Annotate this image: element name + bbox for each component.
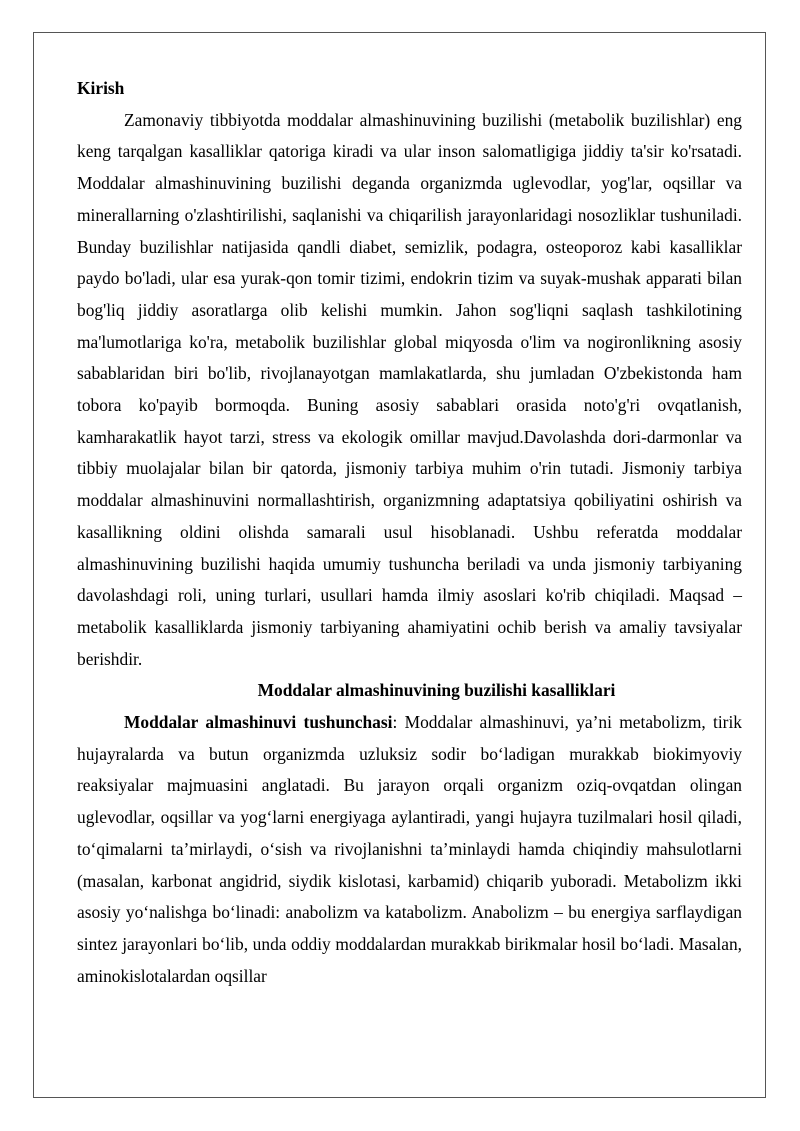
concept-colon: : [392,712,398,733]
concept-text: Moddalar almashinuvi, ya’ni metabolizm, tirik hujayralarda va butun organizmda uzluksiz sodir bo‘ladigan murakkab biokimyoviy reaksiyalar majmuasini anglatadi. Bu jarayon orqali organizm oziq-ovqatdan olingan uglevodlar, oqsillar va yog‘larni energiyaga aylantiradi, yangi hujayra tuzilmalari hosil qiladi, to‘qimalarni ta’mirlaydi, o‘sish va rivojlanishni ta’minlaydi hamda chiqindiy mahsulotlarni (masalan, karbonat angidrid, siydik kislotasi, karbamid) chiqarib yuboradi. Metabolizm ikki asosiy yo‘nalishga bo‘linadi: anabolizm va katabolizm. Anabolizm – bu energiya sarflaydigan sintez jarayonlari bo‘lib, unda oddiy moddalardan murakkab birikmalar hosil bo‘ladi. Masalan, aminokislotalardan oqsillar [77,712,742,986]
section-title: Moddalar almashinuvining buzilishi kasalliklari [257,680,616,701]
intro-heading: Kirish [77,78,125,98]
concept-term: Moddalar almashinuvi tushunchasi [124,712,393,733]
document-body [77,73,742,992]
concept-paragraph [77,707,742,992]
intro-paragraph: Zamonaviy tibbiyotda moddalar almashinuvining buzilishi (metabolik buzilishlar) eng keng tarqalgan kasalliklar qatoriga kiradi va ular inson salomatligiga jiddiy ta'sir ko'rsatadi. Moddalar almashinuvining buzilishi deganda organizmda uglevodlar, yog'lar, oqsillar va minerallarning o'zlashtirilishi, saqlanishi va chiqarilish jarayonlaridagi nosozliklar tushuniladi. Bunday buzilishlar natijasida qandli diabet, semizlik, podagra, osteoporoz kabi kasalliklar paydo bo'ladi, ular esa yurak-qon tomir tizimi, endokrin tizim va suyak-mushak apparati bilan bog'liq jiddiy asoratlarga olib kelishi mumkin. Jahon sog'liqni saqlash tashkilotining ma'lumotlariga ko'ra, metabolik buzilishlar global miqyosda o'lim va nogironlikning asosiy sabablaridan biri bo'lib, rivojlanayotgan mamlakatlarda, shu jumladan O'zbekistonda ham tobora ko'payib bormoqda. Buning asosiy sabablari orasida noto'g'ri ovqatlanish, kamharakatlik hayot tarzi, stress va ekologik omillar mavjud.Davolashda dori-darmonlar va tibbiy muolajalar bilan bir qatorda, jismoniy tarbiya muhim o'rin tutadi. Jismoniy tarbiya moddalar almashinuvini normallashtirish, organizmning adaptatsiya qobiliyatini oshirish va kasallikning oldini olishda samarali usul hisoblanadi. Ushbu referatda moddalar almashinuvining buzilishi haqida umumiy tushuncha beriladi va unda jismoniy tarbiyaning davolashdagi roli, uning turlari, usullari hamda ilmiy asoslari ko'rib chiqiladi. Maqsad – metabolik kasalliklarda jismoniy tarbiyaning ahamiyatini ochib berish va amaliy tavsiyalar berishdir. [77,109,742,669]
